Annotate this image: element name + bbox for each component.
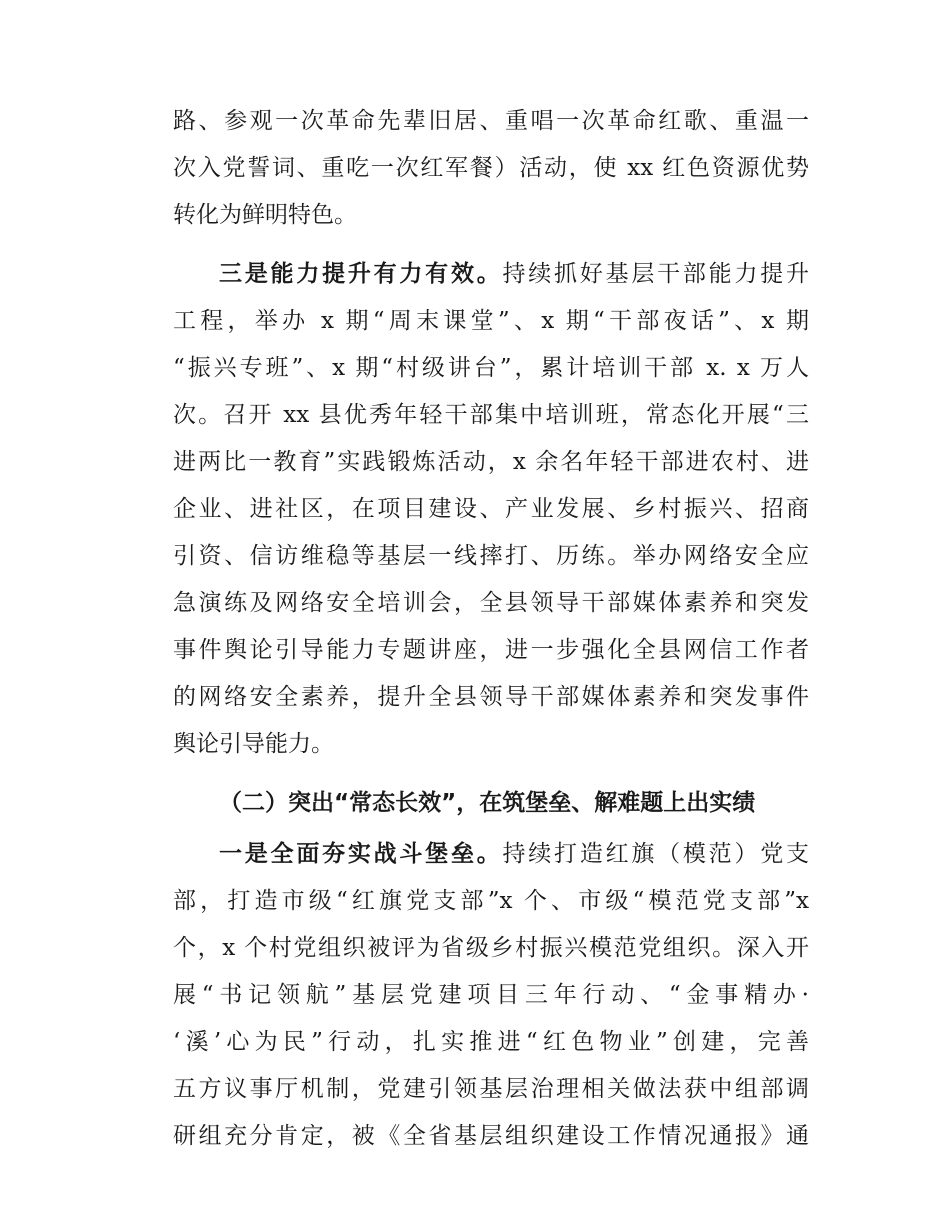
paragraph-lead: 一是全面夯实战斗堡垒。 — [219, 841, 503, 867]
text-line: 企业、进社区，在项目建设、产业发展、乡村振兴、招商 — [173, 496, 809, 522]
text-line — [173, 831, 809, 878]
document-page — [173, 98, 809, 1160]
paragraph-text: 持续抓好基层干部能力提升 — [502, 261, 809, 287]
text-line: 事件舆论引导能力专题讲座，进一步强化全县网信工作者 — [173, 637, 809, 663]
text-line: “振兴专班”、x 期“村级讲台”，累计培训干部 x. x 万人 — [173, 355, 809, 381]
text-line: 进两比一教育”实践锻炼活动，x 余名年轻干部进农村、进 — [173, 449, 809, 475]
text-line: 次入党誓词、重吃一次红军餐）活动，使 xx 红色资源优势 — [173, 155, 809, 181]
text-line: 引资、信访维稳等基层一线摔打、历练。举办网络安全应 — [173, 543, 809, 569]
text-line: 急演练及网络安全培训会，全县领导干部媒体素养和突发 — [173, 590, 809, 616]
paragraph-capacity-building — [173, 251, 809, 768]
paragraph-text: 持续打造红旗（模范）党支 — [502, 841, 809, 867]
paragraph-red-education — [173, 98, 809, 239]
text-line: 工程，举办 x 期“周末课堂”、x 期“干部夜话”、x 期 — [173, 308, 809, 334]
text-line: 五方议事厅机制，党建引领基层治理相关做法获中组部调 — [173, 1076, 809, 1102]
text-line: 舆论引导能力。 — [173, 731, 334, 757]
text-line: 个，x 个村党组织被评为省级乡村振兴模范党组织。深入开 — [173, 935, 809, 961]
section-heading: （二）突出“常态长效”，在筑堡垒、解难题上出实绩 — [219, 790, 756, 816]
text-line: 展“书记领航”基层党建项目三年行动、“金事精办· — [173, 982, 809, 1008]
text-line: 部，打造市级“红旗党支部”x 个、市级“模范党支部”x — [173, 888, 809, 914]
text-line: 研组充分肯定，被《全省基层组织建设工作情况通报》通 — [173, 1123, 809, 1149]
text-line: 次。召开 xx 县优秀年轻干部集中培训班，常态化开展“三 — [173, 402, 809, 428]
text-line — [173, 251, 809, 298]
paragraph-lead: 三是能力提升有力有效。 — [219, 261, 503, 287]
text-line: 的网络安全素养，提升全县领导干部媒体素养和突发事件 — [173, 684, 809, 710]
text-line: 转化为鲜明特色。 — [173, 202, 357, 228]
paragraph-fortress — [173, 831, 809, 1160]
text-line: 路、参观一次革命先辈旧居、重唱一次革命红歌、重温一 — [173, 108, 809, 134]
text-line: ‘溪’心为民”行动，扎实推进“红色物业”创建，完善 — [173, 1029, 809, 1055]
